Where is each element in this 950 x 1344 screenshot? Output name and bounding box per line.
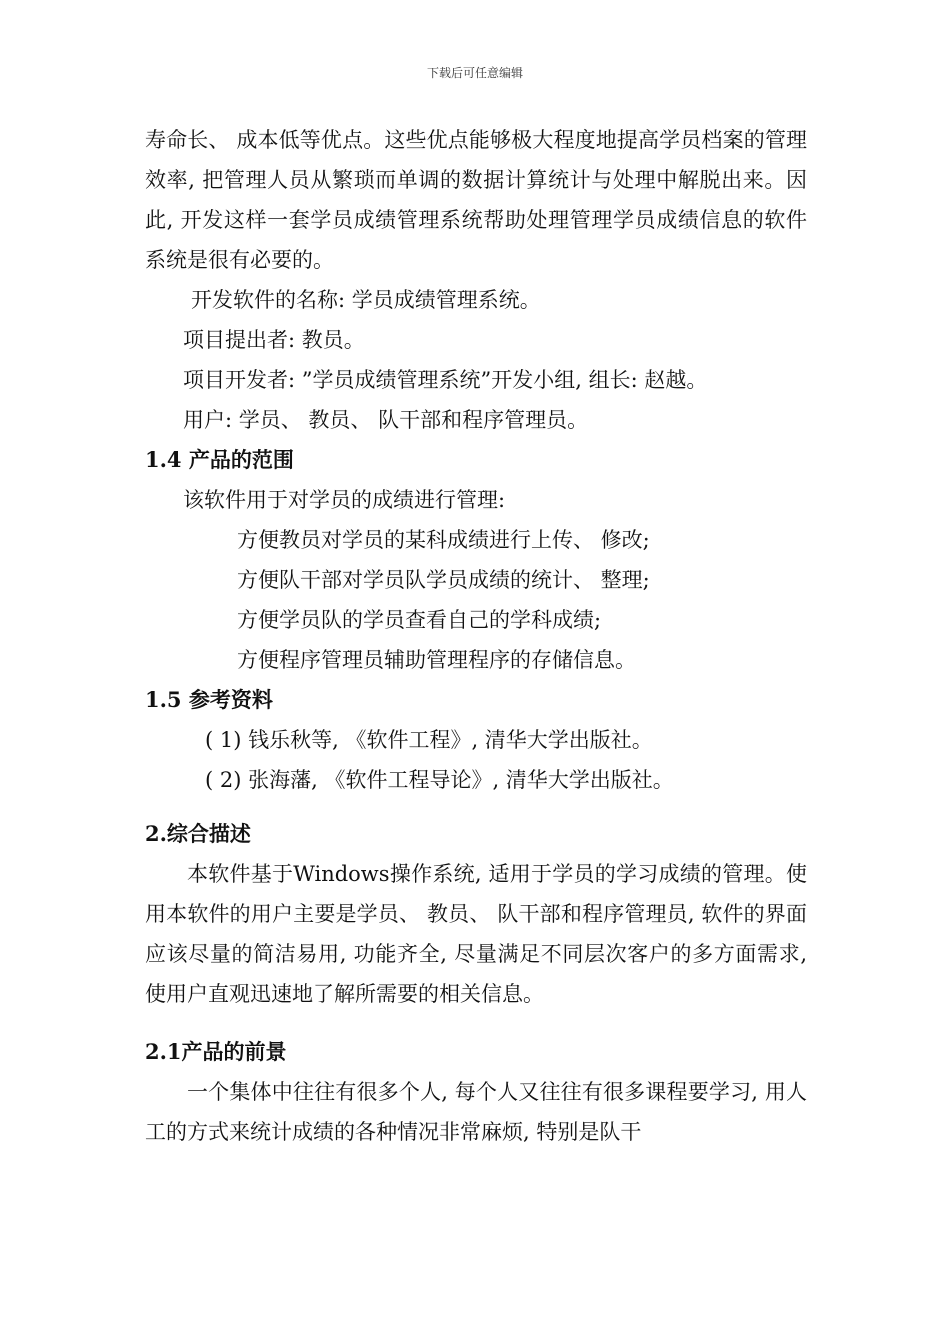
reference-item: ( 1) 钱乐秋等, 《软件工程》, 清华大学出版社。 — [205, 728, 653, 752]
scope-item: 方便程序管理员辅助管理程序的存储信息。 — [237, 648, 636, 672]
project-name-line: 开发软件的名称: 学员成绩管理系统。 — [191, 288, 541, 312]
scope-item: 方便学员队的学员查看自己的学科成绩; — [237, 608, 602, 632]
scope-item: 方便教员对学员的某科成绩进行上传、 修改; — [237, 528, 650, 552]
section-1-5-heading: 1.5 参考资料 — [145, 687, 273, 712]
project-users-line: 用户: 学员、 教员、 队干部和程序管理员。 — [183, 408, 589, 432]
document-body — [145, 120, 807, 1152]
project-proposer-line: 项目提出者: 教员。 — [183, 328, 365, 352]
section-2-1-paragraph: 一个集体中往往有很多个人, 每个人又往往有很多课程要学习, 用人工的方式来统计成绩的各种情况非常麻烦, 特别是队干 — [145, 1080, 807, 1144]
section-2-paragraph: 本软件基于Windows操作系统, 适用于学员的学习成绩的管理。使用本软件的用户主要是学员、 教员、 队干部和程序管理员, 软件的界面应该尽量的简洁易用, 功能齐全, 尽量满足不同层次客户的多方面需求, 使用户直观迅速地了解所需要的相关信息。 — [145, 862, 807, 1006]
section-2-1-heading: 2.1产品的前景 — [145, 1039, 287, 1064]
intro-paragraph: 寿命长、 成本低等优点。这些优点能够极大程度地提高学员档案的管理效率, 把管理人员从繁琐而单调的数据计算统计与处理中解脱出来。因此, 开发这样一套学员成绩管理系统帮助处理管理学员成绩信息的软件系统是很有必要的。 — [145, 128, 807, 272]
reference-item: ( 2) 张海藩, 《软件工程导论》, 清华大学出版社。 — [205, 768, 674, 792]
section-2-heading: 2.综合描述 — [145, 821, 251, 846]
project-developer-line: 项目开发者: ”学员成绩管理系统”开发小组, 组长: 赵越。 — [183, 368, 708, 392]
section-1-4-lead: 该软件用于对学员的成绩进行管理: — [183, 488, 506, 512]
section-1-4-heading: 1.4 产品的范围 — [145, 447, 294, 472]
page-header: 下载后可任意编辑 — [426, 66, 523, 80]
scope-item: 方便队干部对学员队学员成绩的统计、 整理; — [237, 568, 650, 592]
